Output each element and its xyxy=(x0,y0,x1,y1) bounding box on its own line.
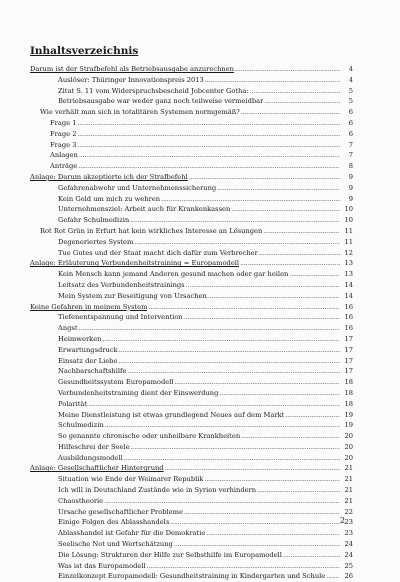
dot-leader xyxy=(147,561,340,572)
toc-entry[interactable] xyxy=(0,75,400,86)
toc-entry[interactable] xyxy=(0,334,400,345)
dot-leader xyxy=(102,334,340,345)
toc-entry-page: 24 xyxy=(344,550,353,559)
toc-entry-page: 6 xyxy=(348,108,353,117)
toc-entry-page: 7 xyxy=(348,140,353,149)
toc-entry-page: 11 xyxy=(344,237,353,246)
dot-leader xyxy=(131,442,340,453)
toc-entry-page: 16 xyxy=(344,324,353,333)
toc-entry-page: 4 xyxy=(348,65,353,73)
toc-entry-label: Anlagen xyxy=(50,151,78,160)
toc-entry-page: 17 xyxy=(344,356,353,365)
toc-entry-page: 23 xyxy=(344,529,353,538)
dot-leader xyxy=(127,366,340,377)
toc-entry-page: 10 xyxy=(344,216,353,225)
toc-entry-label: Zitat S. 11 vom Widerspruchsbescheid Jobcenter Gotha: xyxy=(58,86,249,95)
dot-leader xyxy=(231,204,340,215)
dot-leader xyxy=(264,96,340,107)
toc-entry-page: 25 xyxy=(344,561,353,570)
dot-leader xyxy=(206,528,340,539)
dot-leader xyxy=(130,215,340,226)
toc-entry-label: Tue Gutes und der Staat macht dich dafür zum Verbrecher xyxy=(58,248,258,257)
toc-entry[interactable] xyxy=(0,140,400,151)
toc-entry-page: 24 xyxy=(344,540,353,549)
table-of-contents xyxy=(0,64,400,582)
dot-leader xyxy=(285,410,340,421)
dot-leader xyxy=(174,539,340,550)
toc-entry-page: 26 xyxy=(344,572,353,581)
toc-entry-label: Frage 3 xyxy=(50,140,77,149)
toc-entry-page: 18 xyxy=(344,378,353,387)
toc-entry[interactable] xyxy=(0,528,400,539)
toc-entry-page: 21 xyxy=(344,496,353,505)
toc-entry-label: Seelische Not und Wertschätzung xyxy=(58,540,173,549)
toc-entry[interactable] xyxy=(0,150,400,161)
toc-entry[interactable] xyxy=(0,129,400,140)
toc-entry-label: Einzelkonzept Europamodell: Gesundheitstraining in Kindergarten und Schule xyxy=(58,572,326,581)
toc-entry-label: Ursache gesellschaftlicher Probleme xyxy=(58,507,183,516)
dot-leader xyxy=(259,248,340,259)
dot-leader xyxy=(88,399,340,410)
toc-entry[interactable] xyxy=(0,269,400,280)
toc-entry-page: 10 xyxy=(344,205,353,214)
toc-entry-label: Degeneriertes System xyxy=(58,237,134,246)
toc-entry-label: Polarität xyxy=(58,399,88,408)
toc-entry-label: Verbundenheitstraining dient der Einswerdung xyxy=(58,388,219,397)
toc-entry-label: Einige Folgen des Ablasshandels xyxy=(58,518,170,527)
toc-entry[interactable] xyxy=(0,86,400,97)
toc-entry[interactable] xyxy=(0,539,400,550)
dot-leader xyxy=(170,517,340,528)
toc-entry-page: 16 xyxy=(344,313,353,322)
dot-leader xyxy=(186,280,340,291)
toc-entry[interactable] xyxy=(0,64,400,75)
dot-leader xyxy=(208,291,340,302)
toc-entry[interactable] xyxy=(0,550,400,561)
toc-entry-label: Erwartungsdruck xyxy=(58,345,118,354)
toc-entry[interactable] xyxy=(0,118,400,129)
toc-entry[interactable] xyxy=(0,312,400,323)
toc-entry-label: Kein Mensch kann jemand Anderen gesund machen oder gar heilen xyxy=(58,270,289,279)
toc-entry-page: 4 xyxy=(348,75,353,84)
toc-entry[interactable] xyxy=(0,107,400,118)
toc-entry-label: Anlage: Gesellschaftlicher Hintergrund xyxy=(30,464,164,473)
toc-entry-page: 5 xyxy=(348,86,353,95)
toc-entry-label: Rot Rot Grün in Erfurt hat kein wirkliches Interesse an Lösungen xyxy=(40,226,263,235)
dot-leader xyxy=(241,107,340,118)
dot-leader xyxy=(119,345,340,356)
toc-entry-page: 13 xyxy=(344,270,353,279)
toc-entry[interactable] xyxy=(0,194,400,205)
dot-leader xyxy=(289,269,340,280)
dot-leader xyxy=(283,550,340,561)
toc-entry-page: 20 xyxy=(344,432,353,441)
dot-leader xyxy=(118,356,340,367)
toc-entry-page: 18 xyxy=(344,388,353,397)
toc-entry-label: Anträge xyxy=(50,162,78,171)
toc-entry-page: 6 xyxy=(348,129,353,138)
dot-leader xyxy=(124,453,340,464)
toc-entry-label: Gesundheitssystem Europamodell xyxy=(58,378,174,387)
dot-leader xyxy=(257,485,340,496)
toc-entry-label: Unternehmensziel: Arbeit auch für Krankenkassen xyxy=(58,205,231,214)
toc-entry-label: Frage 1 xyxy=(50,118,77,127)
toc-entry[interactable] xyxy=(0,485,400,496)
toc-entry-label: Betriebsausgabe war weder ganz noch teilweise vermeidbar xyxy=(58,97,264,106)
toc-entry[interactable] xyxy=(0,280,400,291)
dot-leader xyxy=(184,507,340,518)
toc-entry-label: Anlage: Darum akzeptierte ich der Strafbefehl xyxy=(30,172,188,181)
toc-entry[interactable] xyxy=(0,388,400,399)
toc-entry-page: 17 xyxy=(344,334,353,343)
toc-entry[interactable] xyxy=(0,323,400,334)
toc-entry-page: 21 xyxy=(344,464,353,473)
toc-entry[interactable] xyxy=(0,399,400,410)
toc-entry[interactable] xyxy=(0,183,400,194)
dot-leader xyxy=(189,172,340,183)
toc-entry-label: Meine Dienstleistung ist etwas grundlegend Neues auf dem Markt xyxy=(58,410,285,419)
toc-entry-page: 14 xyxy=(344,280,353,289)
toc-entry-page: 9 xyxy=(348,172,353,181)
dot-leader xyxy=(105,420,340,431)
toc-entry-page: 14 xyxy=(344,291,353,300)
dot-leader xyxy=(77,118,340,129)
toc-entry-page: 22 xyxy=(344,507,353,516)
toc-entry-label: Ich will in Deutschland Zustände wie in Syrien verhindern xyxy=(58,486,257,495)
toc-entry[interactable] xyxy=(0,442,400,453)
dot-leader xyxy=(165,463,340,474)
dot-leader xyxy=(134,237,340,248)
toc-entry[interactable] xyxy=(0,474,400,485)
toc-entry[interactable] xyxy=(0,291,400,302)
toc-entry-label: Auslöser: Thüringer Innovationspreis 2013 xyxy=(58,75,204,84)
toc-entry[interactable] xyxy=(0,248,400,259)
toc-entry-label: So genannte chronische oder unheilbare Krankheiten xyxy=(58,432,241,441)
toc-entry-label: Gefahrenabwehr und Unternehmenssicherung xyxy=(58,183,217,192)
dot-leader xyxy=(79,323,340,334)
toc-entry[interactable] xyxy=(0,453,400,464)
toc-entry[interactable] xyxy=(0,377,400,388)
toc-entry-page: 21 xyxy=(344,486,353,495)
toc-entry-page: 9 xyxy=(348,183,353,192)
toc-entry-label: Kein Geld um mich zu wehren xyxy=(58,194,161,203)
toc-entry-label: Hilfeschrei der Seele xyxy=(58,442,130,451)
toc-entry[interactable] xyxy=(0,237,400,248)
toc-entry-label: Chaostheorie xyxy=(58,496,104,505)
toc-entry-page: 20 xyxy=(344,453,353,462)
toc-entry-page: 19 xyxy=(344,410,353,419)
toc-entry[interactable] xyxy=(0,161,400,172)
toc-entry-label: Gefahr Schulmedizin xyxy=(58,216,130,225)
toc-entry-page: 20 xyxy=(344,442,353,451)
toc-entry-label: Mein System zur Beseitigung von Ursachen xyxy=(58,291,207,300)
toc-entry[interactable] xyxy=(0,226,400,237)
dot-leader xyxy=(240,258,340,269)
dot-leader xyxy=(77,140,340,151)
toc-entry-page: 17 xyxy=(344,367,353,376)
toc-entry[interactable] xyxy=(0,561,400,572)
toc-entry-label: Situation wie Ende der Weimarer Republik xyxy=(58,475,204,484)
toc-entry[interactable] xyxy=(0,172,400,183)
dot-leader xyxy=(174,377,340,388)
dot-leader xyxy=(241,431,340,442)
toc-title: Inhaltsverzeichnis xyxy=(30,45,139,57)
dot-leader xyxy=(78,161,340,172)
page-number: 2 xyxy=(340,516,346,525)
toc-entry-label: Wie verhält man sich in totalitären Systemen normgemäß? xyxy=(40,108,240,117)
dot-leader xyxy=(217,183,340,194)
toc-entry-label: Die Lösung: Strukturen der Hilfe zur Selbsthilfe im Europamodell xyxy=(58,550,282,559)
toc-entry-page: 18 xyxy=(344,399,353,408)
toc-entry[interactable] xyxy=(0,420,400,431)
dot-leader xyxy=(205,75,340,86)
toc-entry-label: Ausbildungsmodell xyxy=(58,453,123,462)
toc-entry-page: 6 xyxy=(348,118,353,127)
toc-entry-label: Frage 2 xyxy=(50,129,77,138)
toc-entry[interactable] xyxy=(0,215,400,226)
toc-entry-label: Ablasshandel ist Gefahr für die Demokratie xyxy=(58,529,206,538)
toc-entry[interactable] xyxy=(0,431,400,442)
dot-leader xyxy=(326,571,340,582)
toc-entry-page: 5 xyxy=(348,97,353,106)
toc-entry-label: Einsatz der Liebe xyxy=(58,356,118,365)
toc-entry[interactable] xyxy=(0,356,400,367)
toc-entry[interactable] xyxy=(0,96,400,107)
toc-entry-label: Was ist das Europamodell xyxy=(58,561,146,570)
toc-entry[interactable] xyxy=(0,345,400,356)
toc-entry-page: 17 xyxy=(344,345,353,354)
toc-entry[interactable] xyxy=(0,366,400,377)
toc-entry[interactable] xyxy=(0,204,400,215)
toc-entry-page: 11 xyxy=(344,226,353,235)
toc-entry-label: Heimwerken xyxy=(58,334,102,343)
dot-leader xyxy=(204,474,340,485)
dot-leader xyxy=(104,496,340,507)
toc-entry-page: 7 xyxy=(348,151,353,160)
dot-leader xyxy=(235,64,340,75)
toc-entry-page: 13 xyxy=(344,259,353,268)
toc-entry[interactable] xyxy=(0,258,400,269)
toc-entry-label: Tiefenentspannung und Intervention xyxy=(58,313,183,322)
dot-leader xyxy=(148,302,340,313)
toc-entry-page: 9 xyxy=(348,194,353,203)
toc-entry-page: 12 xyxy=(344,248,353,257)
toc-entry-label: Keine Gefahren in meinem System xyxy=(30,302,148,311)
dot-leader xyxy=(77,129,340,140)
dot-leader xyxy=(184,312,340,323)
toc-entry-label: Darum ist der Strafbefehl als Betriebsausgabe anzurechnen xyxy=(30,65,234,73)
toc-entry[interactable] xyxy=(0,302,400,313)
dot-leader xyxy=(161,194,340,205)
toc-entry[interactable] xyxy=(0,496,400,507)
toc-entry-page: 19 xyxy=(344,421,353,430)
toc-entry-page: 21 xyxy=(344,475,353,484)
toc-entry-page: 8 xyxy=(348,162,353,171)
toc-entry-label: Anlage: Erläuterung Verbundenheitstraining = Europamodell xyxy=(30,259,240,268)
toc-entry-label: Angst xyxy=(58,324,78,333)
dot-leader xyxy=(263,226,340,237)
dot-leader xyxy=(79,150,340,161)
toc-entry-label: Nachbarschaftshilfe xyxy=(58,367,127,376)
dot-leader xyxy=(219,388,340,399)
toc-entry-label: Leitsatz des Verbundenheitstrainings xyxy=(58,280,185,289)
toc-entry-page: 16 xyxy=(344,302,353,311)
toc-entry-page: 23 xyxy=(344,518,353,527)
toc-entry[interactable] xyxy=(0,571,400,582)
dot-leader xyxy=(250,86,340,97)
toc-entry[interactable] xyxy=(0,463,400,474)
toc-entry-label: Schulmedizin xyxy=(58,421,104,430)
toc-entry[interactable] xyxy=(0,410,400,421)
